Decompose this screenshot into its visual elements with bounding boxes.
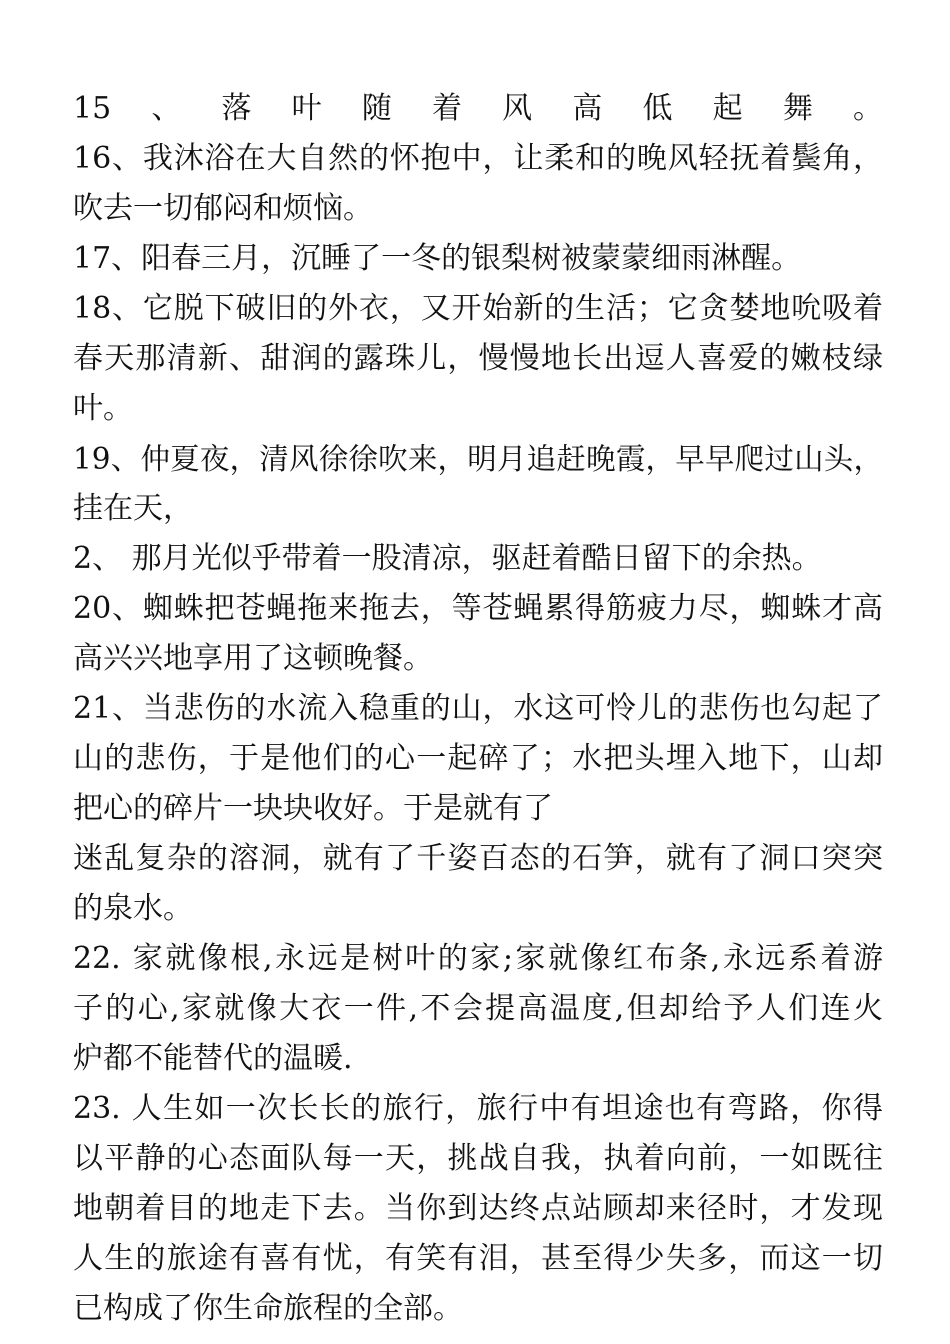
text-line-16-start: 16、我沐浴在大自然的怀抱中，让柔和的晚风轻抚着鬓角， (73, 141, 883, 176)
text-line-21-middle-3: 迷乱复杂的溶洞，就有了千姿百态的石笋，就有了洞口突突 (73, 841, 883, 876)
text-line-18-start: 18、它脱下破旧的外衣，又开始新的生活；它贪婪地吮吸着 (73, 291, 883, 326)
text-line-19-end: 挂在天， (73, 491, 193, 526)
text-line-21-middle-1: 山的悲伤，于是他们的心一起碎了；水把头埋入地下，山却 (73, 741, 883, 776)
text-line-23-middle-1: 以平静的心态面队每一天，挑战自我，执着向前，一如既往 (73, 1141, 883, 1176)
text-line-21-middle-2: 把心的碎片一块块收好。于是就有了 (73, 791, 553, 826)
text-line-16-end: 吹去一切郁闷和烦恼。 (73, 191, 373, 226)
text-line-23-end: 已构成了你生命旅程的全部。 (73, 1291, 463, 1326)
text-line-18-middle: 春天那清新、甜润的露珠儿，慢慢地长出逗人喜爱的嫩枝绿 (73, 341, 883, 376)
text-line-23-start: 23. 人生如一次长长的旅行，旅行中有坦途也有弯路，你得 (73, 1091, 883, 1126)
text-line-17-start: 17、阳春三月，沉睡了一冬的银梨树被蒙蒙细雨淋醒。 (73, 241, 802, 276)
text-line-23-middle-3: 人生的旅途有喜有忧，有笑有泪，甚至得少失多，而这一切 (73, 1241, 883, 1276)
text-line-18-end: 叶。 (73, 391, 133, 426)
text-line-21-start: 21、当悲伤的水流入稳重的山，水这可怜儿的悲伤也勾起了 (73, 691, 883, 726)
text-line-2: 2、 那月光似乎带着一股清凉，驱赶着酷日留下的余热。 (73, 541, 822, 576)
text-line-20-end: 高兴兴地享用了这顿晚餐。 (73, 641, 433, 676)
text-line-19-start: 19、仲夏夜，清风徐徐吹来，明月追赶晚霞，早早爬过山头， (73, 442, 883, 476)
text-line-21-end: 的泉水。 (73, 891, 193, 926)
text-line-20-start: 20、蜘蛛把苍蝇拖来拖去，等苍蝇累得筋疲力尽，蜘蛛才高 (73, 591, 883, 626)
text-line-22-end: 炉都不能替代的温暖. (73, 1041, 353, 1076)
text-line-23-middle-2: 地朝着目的地走下去。当你到达终点站顾却来径时，才发现 (73, 1191, 883, 1226)
text-line-15-start: 15、落叶随着风高低起舞。 (73, 91, 883, 126)
text-line-22-start: 22. 家就像根,永远是树叶的家;家就像红布条,永远系着游 (73, 941, 883, 976)
text-line-22-middle: 子的心,家就像大衣一件,不会提高温度,但却给予人们连火 (73, 991, 883, 1026)
